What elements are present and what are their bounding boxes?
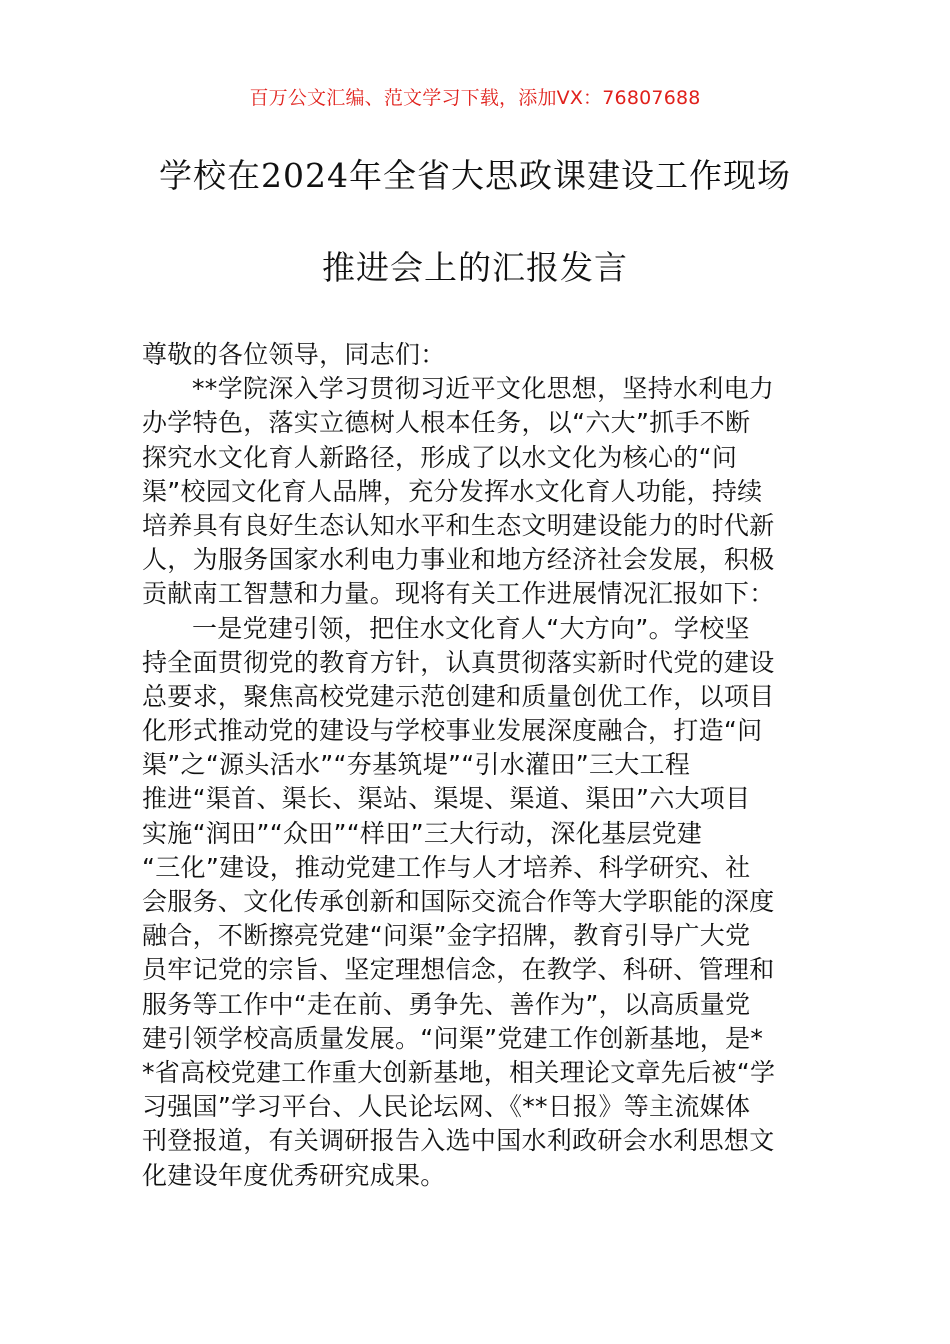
paragraph-line: 一是党建引领，把住水文化育人“大方向”。学校坚 <box>192 613 750 643</box>
document-body <box>142 338 808 1193</box>
paragraph-line: 人，为服务国家水利电力事业和地方经济社会发展，积极 <box>142 545 775 575</box>
paragraph-line: 办学特色，落实立德树人根本任务，以“六大”抓手不断 <box>142 408 751 438</box>
document-title-line-2: 推进会上的汇报发言 <box>322 248 628 287</box>
paragraph-line: 贡献南工智慧和力量。现将有关工作进展情况汇报如下： <box>142 579 775 609</box>
paragraph-line: 渠”校园文化育人品牌，充分发挥水文化育人功能，持续 <box>142 476 763 506</box>
paragraph-line: 融合，不断擦亮党建“问渠”金字招牌，教育引导广大党 <box>142 921 751 951</box>
paragraph-line: **学院深入学习贯彻习近平文化思想，坚持水利电力 <box>192 374 775 404</box>
salutation: 尊敬的各位领导，同志们： <box>142 340 446 369</box>
paragraph-line: 员牢记党的宗旨、坚定理想信念，在教学、科研、管理和 <box>142 955 775 985</box>
paragraph-line: 培养具有良好生态认知水平和生态文明建设能力的时代新 <box>142 510 775 540</box>
paragraph-line: 总要求，聚焦高校党建示范创建和质量创优工作，以项目 <box>142 681 775 711</box>
document-title-line-1: 学校在2024年全省大思政课建设工作现场 <box>159 156 791 195</box>
paragraph-line: 渠”之“源头活水”“夯基筑堤”“引水灌田”三大工程 <box>142 750 691 780</box>
paragraph-line: 化建设年度优秀研究成果。 <box>142 1160 446 1190</box>
paragraph-line: 服务等工作中“走在前、勇争先、善作为”，以高质量党 <box>142 989 751 1019</box>
paragraph-line: 化形式推动党的建设与学校事业发展深度融合，打造“问 <box>142 716 763 746</box>
promo-banner: 百万公文汇编、范文学习下载，添加VX：76807688 <box>249 87 701 109</box>
paragraph-line: 会服务、文化传承创新和国际交流合作等大学职能的深度 <box>142 887 775 916</box>
paragraph-line: 探究水文化育人新路径，形成了以水文化为核心的“问 <box>142 442 738 472</box>
paragraph-line: 推进“渠首、渠长、渠站、渠堤、渠道、渠田”六大项目 <box>142 784 751 814</box>
paragraph-line: “三化”建设，推动党建工作与人才培养、科学研究、社 <box>142 852 751 882</box>
paragraph-line: *省高校党建工作重大创新基地，相关理论文章先后被“学 <box>142 1057 776 1087</box>
paragraph-line: 刊登报道，有关调研报告入选中国水利政研会水利思想文 <box>142 1126 775 1156</box>
paragraph-line: 建引领学校高质量发展。“问渠”党建工作创新基地，是* <box>142 1023 764 1053</box>
paragraph-line: 习强国”学习平台、人民论坛网、《**日报》等主流媒体 <box>142 1092 751 1122</box>
paragraph-line: 持全面贯彻党的教育方针，认真贯彻落实新时代党的建设 <box>142 647 775 677</box>
paragraph-line: 实施“润田”“众田”“样田”三大行动，深化基层党建 <box>142 818 703 848</box>
